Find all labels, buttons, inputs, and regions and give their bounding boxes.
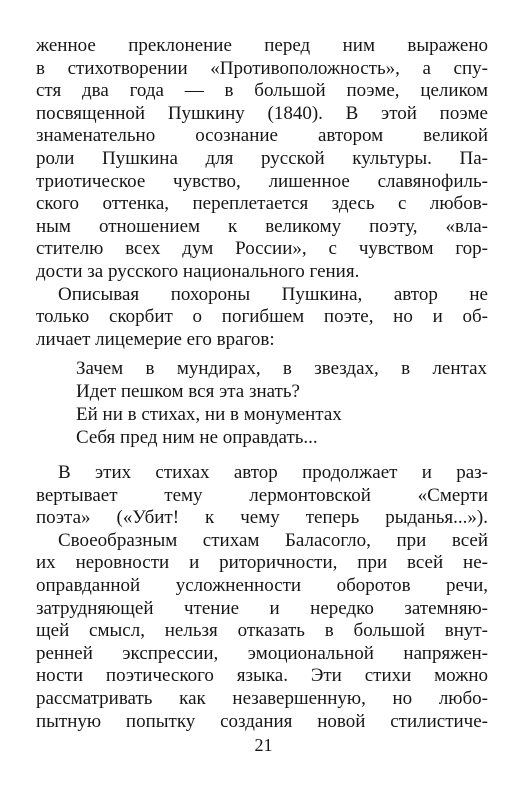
text-line: вертывает тему лермонтовской «Смерти <box>36 484 488 506</box>
page-number: 21 <box>254 735 273 755</box>
text-block-bottom <box>36 462 488 733</box>
text-line: пытную попытку создания новой стилистиче- <box>36 710 488 732</box>
text-line: ренней экспрессии, эмоциональной напряжен- <box>36 642 488 664</box>
verse-line: Себя пред ним не оправдать... <box>76 427 318 448</box>
text-line: только скорбит о погибшем поэте, но и об- <box>36 306 488 328</box>
text-line: дости за русского национального гения. <box>36 260 360 282</box>
text-line: затрудняющей чтение и нередко затемняю- <box>36 597 488 619</box>
verse-line: Зачем в мундирах, в звездах, в лентах <box>76 358 487 379</box>
verse-line: Идет пешком вся эта знать? <box>76 381 300 402</box>
text-line: в стихотворении «Противоположность», а спу- <box>36 57 488 79</box>
text-line: стя два года — в большой поэме, целиком <box>36 80 488 102</box>
text-line: знаменательно осознание автором великой <box>36 125 488 147</box>
text-line: посвященной Пушкину (1840). В этой поэме <box>36 102 488 124</box>
text-line: В этих стихах автор продолжает и раз- <box>58 462 488 483</box>
text-line: роли Пушкина для русской культуры. Па- <box>36 147 488 169</box>
text-line: женное преклонение перед ним выражено <box>36 35 488 56</box>
text-line: рассматривать как незавершенную, но любо- <box>36 687 488 709</box>
verse-line: Ей ни в стихах, ни в монументах <box>76 404 342 425</box>
text-line: ности поэтического языка. Эти стихи можно <box>36 665 488 687</box>
text-line: триотическое чувство, лишенное славянофиль- <box>36 170 488 192</box>
text-line: ского оттенка, переплетается здесь с любов- <box>36 193 488 215</box>
text-line: щей смысл, нельзя отказать в большой внут- <box>36 620 488 642</box>
text-block-top <box>36 35 488 351</box>
text-line: ным отношением к великому поэту, «вла- <box>36 215 488 237</box>
text-line: оправданной усложненности оборотов речи, <box>36 574 488 596</box>
text-line: стителю всех дум России», с чувством гор- <box>36 238 488 260</box>
text-line: Описывая похороны Пушкина, автор не <box>58 283 488 305</box>
text-line: Своеобразным стихам Баласогло, при всей <box>58 529 488 551</box>
verse-quote <box>76 357 490 449</box>
text-line: поэта» («Убит! к чему теперь рыданья...»). <box>36 507 488 529</box>
text-line: их неровности и риторичности, при всей не- <box>36 552 488 574</box>
text-line: личает лицемерие его врагов: <box>36 328 275 350</box>
